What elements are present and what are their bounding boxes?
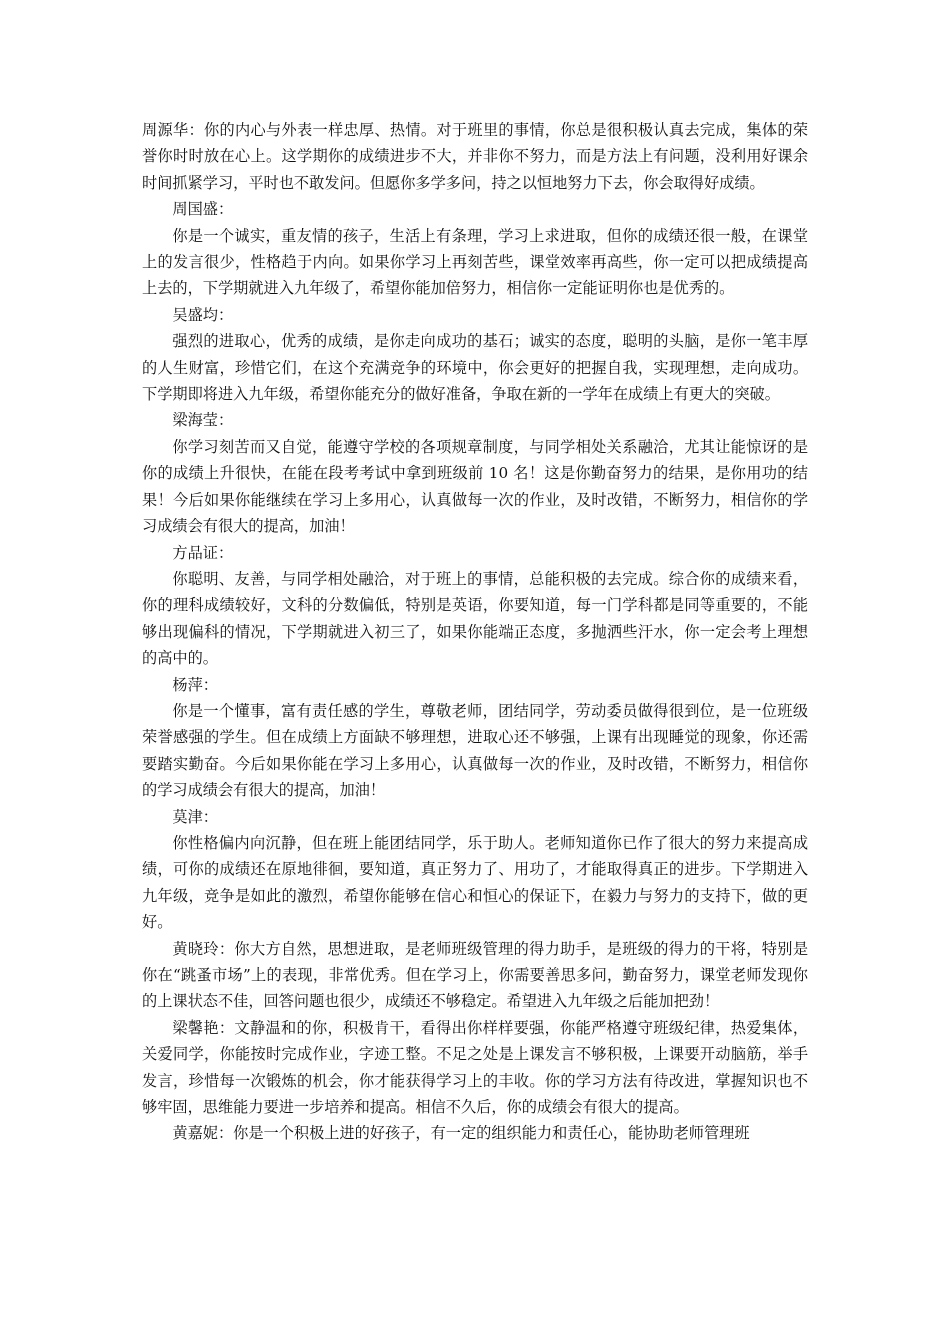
student-name-heading: 方品证：: [172, 543, 234, 562]
student-name-heading: 杨萍：: [172, 675, 218, 694]
student-name-heading: 吴盛均：: [172, 305, 234, 324]
comment-paragraph: 你性格偏内向沉静，但在班上能团结同学，乐于助人。老师知道你已作了很大的努力来提高成绩，可你的成绩还在原地徘徊，要知道，真正努力了、用功了，才能取得真正的进步。下学期进入九年级，竞争是如此的激烈，希望你能够在信心和恒心的保证下，在毅力与努力的支持下，做的更好。: [142, 833, 808, 932]
student-name-heading: 周国盛：: [172, 200, 234, 219]
document-body: [142, 117, 808, 1147]
comment-paragraph: 你是一个懂事，富有责任感的学生，尊敬老师，团结同学，劳动委员做得很到位，是一位班级荣誉感强的学生。但在成绩上方面缺不够理想，进取心还不够强，上课有出现睡觉的现象，你还需要踏实勤奋。今后如果你能在学习上多用心，认真做每一次的作业，及时改错，不断努力，相信你的学习成绩会有很大的提高，加油！: [142, 701, 808, 800]
comment-paragraph: 黄晓玲：你大方自然，思想进取，是老师班级管理的得力助手，是班级的得力的干将，特别是你在“跳蚤市场”上的表现，非常优秀。但在学习上，你需要善思多问，勤奋努力，课堂老师发现你的上课状态不佳，回答问题也很少，成绩还不够稳定。希望进入九年级之后能加把劲！: [142, 939, 808, 1011]
comment-paragraph: 你聪明、友善，与同学相处融洽，对于班上的事情，总能积极的去完成。综合你的成绩来看，你的理科成绩较好，文科的分数偏低，特别是英语，你要知道，每一门学科都是同等重要的，不能够出现偏科的情况，下学期就进入初三了，如果你能端正态度，多抛洒些汗水，你一定会考上理想的高中的。: [142, 569, 808, 668]
student-name-heading: 梁海莹：: [172, 411, 234, 430]
comment-paragraph: 你是一个诚实，重友情的孩子，生活上有条理，学习上求进取，但你的成绩还很一般，在课堂上的发言很少，性格趋于内向。如果你学习上再刻苦些，课堂效率再高些，你一定可以把成绩提高上去的，下学期就进入九年级了，希望你能加倍努力，相信你一定能证明你也是优秀的。: [142, 226, 808, 298]
comment-paragraph: 你学习刻苦而又自觉，能遵守学校的各项规章制度，与同学相处关系融洽，尤其让能惊讶的是你的成绩上升很快，在能在段考考试中拿到班级前 10 名！这是你勤奋努力的结果，是你用功的结果！今后如果你能继续在学习上多用心，认真做每一次的作业，及时改错，不断努力，相信你的学习成绩会有很大的提高，加油！: [142, 437, 808, 536]
comment-paragraph: 梁馨艳：文静温和的你，积极肯干，看得出你样样要强，你能严格遵守班级纪律，热爱集体，关爱同学，你能按时完成作业，字迹工整。不足之处是上课发言不够积极，上课要开动脑筋，举手发言，珍惜每一次锻炼的机会，你才能获得学习上的丰收。你的学习方法有待改进，掌握知识也不够牢固，思维能力要进一步培养和提高。相信不久后，你的成绩会有很大的提高。: [142, 1018, 808, 1117]
comment-paragraph: 强烈的进取心，优秀的成绩，是你走向成功的基石；诚实的态度，聪明的头脑，是你一笔丰厚的人生财富，珍惜它们，在这个充满竞争的环境中，你会更好的把握自我，实现理想，走向成功。下学期即将进入九年级，希望你能充分的做好准备，争取在新的一学年在成绩上有更大的突破。: [142, 332, 808, 404]
comment-paragraph: 周源华：你的内心与外表一样忠厚、热情。对于班里的事情，你总是很积极认真去完成，集体的荣誉你时时放在心上。这学期你的成绩进步不大，并非你不努力，而是方法上有问题，没利用好课余时间抓紧学习，平时也不敢发问。但愿你多学多问，持之以恒地努力下去，你会取得好成绩。: [142, 121, 808, 192]
comment-paragraph: 黄嘉妮：你是一个积极上进的好孩子，有一定的组织能力和责任心，能协助老师管理班: [172, 1124, 750, 1143]
student-name-heading: 莫津：: [172, 807, 218, 826]
